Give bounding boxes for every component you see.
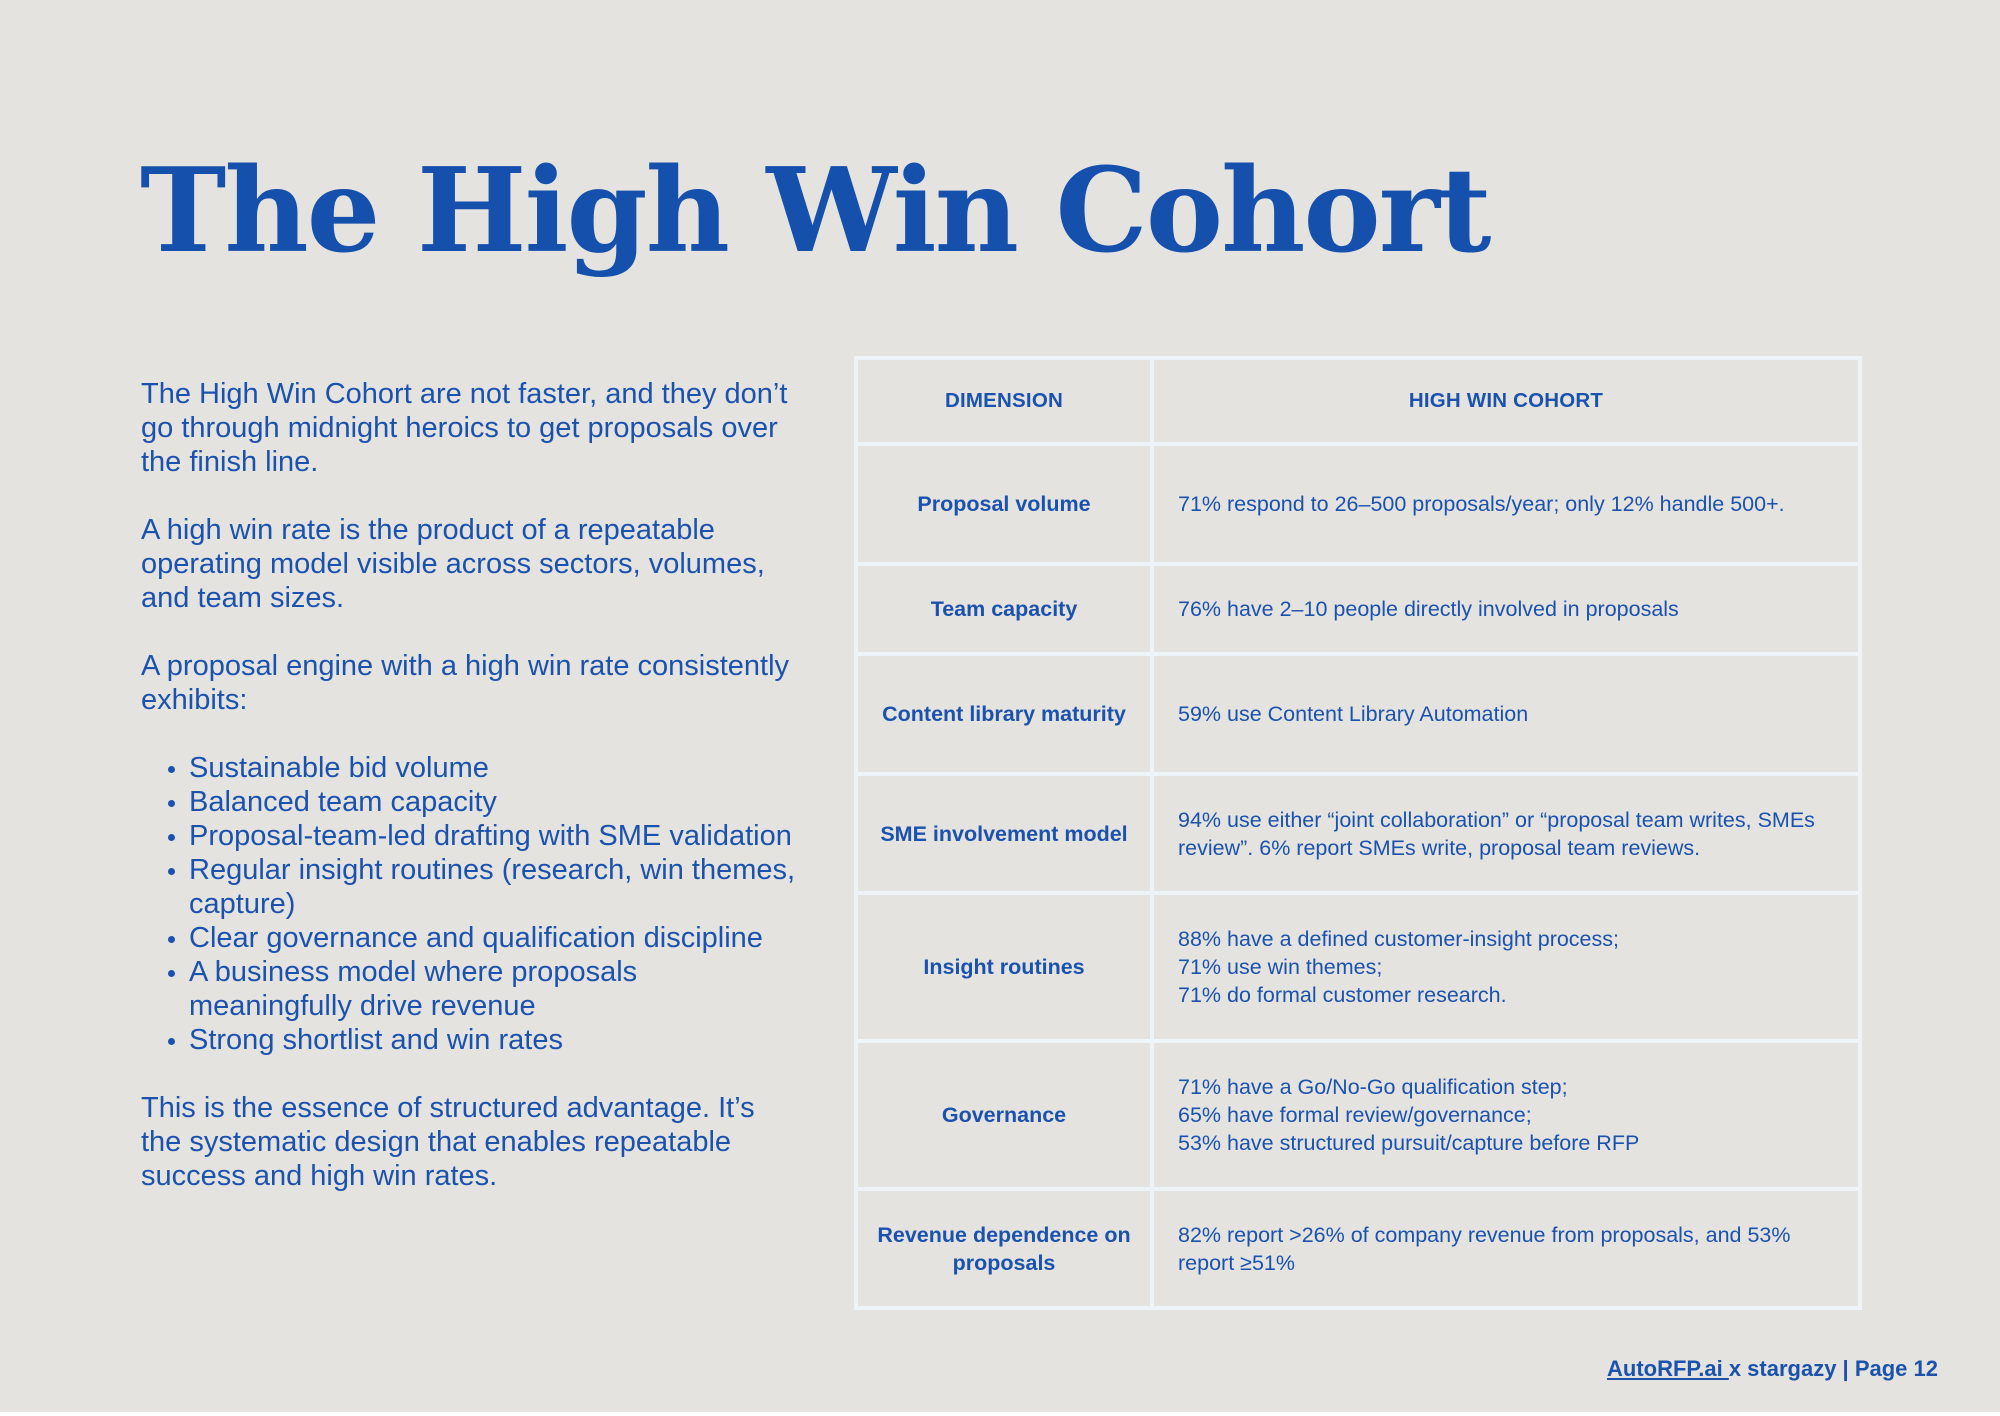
- value-line: 65% have formal review/governance;: [1178, 1103, 1532, 1127]
- column-header-dimension: DIMENSION: [856, 358, 1152, 444]
- value-line: 71% do formal customer research.: [1178, 983, 1507, 1007]
- bottom-edge: [0, 1412, 2000, 1416]
- value-cell: 82% report >26% of company revenue from proposals, and 53% report ≥51%: [1152, 1189, 1860, 1308]
- table-row: [856, 1041, 1860, 1189]
- list-item: • Sustainable bid volume: [189, 751, 801, 785]
- value-cell: [1152, 893, 1860, 1041]
- dimension-cell: Team capacity: [856, 564, 1152, 654]
- table-row: [856, 564, 1860, 654]
- dimension-cell: Revenue dependence on proposals: [856, 1189, 1152, 1308]
- value-cell: 71% respond to 26–500 proposals/year; only 12% handle 500+.: [1152, 444, 1860, 564]
- value-line: 71% use win themes;: [1178, 955, 1383, 979]
- value-line: 71% have a Go/No-Go qualification step;: [1178, 1075, 1568, 1099]
- dimension-cell: SME involvement model: [856, 774, 1152, 893]
- list-item: • Balanced team capacity: [189, 785, 801, 819]
- column-header-high-win-cohort: HIGH WIN COHORT: [1152, 358, 1860, 444]
- autorfp-link[interactable]: AutoRFP.ai: [1607, 1356, 1729, 1381]
- table-row: [856, 893, 1860, 1041]
- list-item: • A business model where proposals meaningfully drive revenue: [189, 955, 801, 1023]
- intro-paragraph: The High Win Cohort are not faster, and they don’t go through midnight heroics to get proposals over the finish line.: [141, 378, 788, 478]
- cohort-table: [854, 356, 1862, 1310]
- footer-text: x stargazy | Page 12: [1728, 1356, 1938, 1381]
- list-item: • Regular insight routines (research, win themes, capture): [189, 853, 801, 921]
- traits-list: [141, 751, 801, 1057]
- page-title: The High Win Cohort: [140, 143, 1490, 279]
- list-item: • Proposal-team-led drafting with SME validation: [189, 819, 801, 853]
- table-header-row: [856, 358, 1860, 444]
- value-cell: 76% have 2–10 people directly involved in proposals: [1152, 564, 1860, 654]
- table-row: [856, 444, 1860, 564]
- dimension-cell: Governance: [856, 1041, 1152, 1189]
- dimension-cell: Proposal volume: [856, 444, 1152, 564]
- value-line: 88% have a defined customer-insight process;: [1178, 927, 1619, 951]
- list-item: • Clear governance and qualification discipline: [189, 921, 801, 955]
- value-cell: 59% use Content Library Automation: [1152, 654, 1860, 774]
- list-item: • Strong shortlist and win rates: [189, 1023, 801, 1057]
- table-row: [856, 654, 1860, 774]
- value-line: 53% have structured pursuit/capture before RFP: [1178, 1131, 1640, 1155]
- intro-paragraph: A high win rate is the product of a repeatable operating model visible across sectors, volumes, and team sizes.: [141, 514, 765, 614]
- dimension-cell: Content library maturity: [856, 654, 1152, 774]
- closing-paragraph: This is the essence of structured advantage. It’s the systematic design that enables repeatable success and high win rates.: [141, 1092, 755, 1192]
- intro-paragraph: A proposal engine with a high win rate consistently exhibits:: [141, 650, 790, 716]
- table-row: [856, 1189, 1860, 1308]
- intro-text: [141, 377, 801, 1227]
- dimension-cell: Insight routines: [856, 893, 1152, 1041]
- table-row: [856, 774, 1860, 893]
- value-cell: [1152, 1041, 1860, 1189]
- page-footer: [1607, 1356, 1938, 1382]
- value-cell: 94% use either “joint collaboration” or “proposal team writes, SMEs review”. 6% report SMEs write, proposal team reviews.: [1152, 774, 1860, 893]
